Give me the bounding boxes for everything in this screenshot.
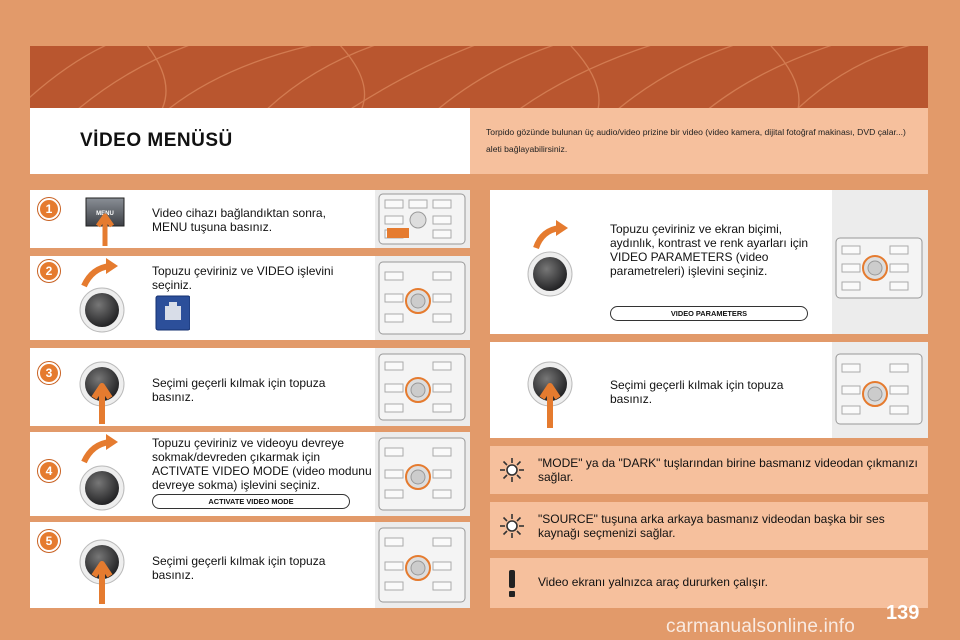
step-card-5 (30, 522, 470, 608)
step-number-4: 4 (38, 460, 60, 482)
sun-icon (498, 456, 526, 484)
radio-thumbnail-3 (375, 348, 470, 426)
right-step-2-text: Seçimi geçerli kılmak için topuza basınız. (610, 378, 784, 406)
note-3-text: Video ekranı yalnızca araç dururken çalışır. (538, 575, 768, 589)
step-4-text: Topuzu çeviriniz ve videoyu devreye sokmak/devreden çıkarmak için ACTIVATE VIDEO MODE (video modunu devreye sokma) işlevini seçiniz. (152, 436, 372, 492)
step-number-3: 3 (38, 362, 60, 384)
title-box (30, 108, 470, 174)
step-number-1: 1 (38, 198, 60, 220)
right-step-1-text: Topuzu çeviriniz ve ekran biçimi, aydınlık, kontrast ve renk ayarları için VIDEO PARAMETERS (video parametreleri) işlevini seçiniz. (610, 222, 809, 278)
page-number: 139 (886, 602, 920, 624)
step-number-5: 5 (38, 530, 60, 552)
warning-icon (498, 567, 526, 599)
note-2-text: "SOURCE" tuşuna arka arkaya basmanız videodan başka bir ses kaynağı seçmenizi sağlar. (538, 512, 885, 540)
right-step-card-1 (490, 190, 928, 334)
rotate-knob-icon (518, 190, 598, 334)
radio-thumbnail-1 (375, 190, 470, 248)
activate-video-mode-label: ACTIVATE VIDEO MODE (152, 494, 350, 509)
press-knob-icon (518, 342, 598, 438)
step-3-text: Seçimi geçerli kılmak için topuza basınız. (152, 376, 326, 404)
note-1-text: "MODE" ya da "DARK" tuşlarından birine basmanız videodan çıkmanızı sağlar. (538, 456, 918, 484)
press-knob-icon (70, 348, 140, 426)
right-step-card-2 (490, 342, 928, 438)
step-5-text: Seçimi geçerli kılmak için topuza basınız. (152, 554, 326, 582)
menu-key-icon (78, 190, 138, 248)
radio-thumbnail-6 (832, 190, 928, 334)
press-knob-icon (70, 522, 140, 608)
sun-icon (498, 512, 526, 540)
step-1-text: Video cihazı bağlandıktan sonra, MENU tuşuna basınız. (152, 206, 326, 234)
step-number-2: 2 (38, 260, 60, 282)
intro-text: Torpido gözünde bulunan üç audio/video prizine bir video (video kamera, dijital fotoğraf makinası, DVD çalar...) aleti bağlayabilirsiniz. (470, 108, 928, 174)
step-card-1 (30, 190, 470, 248)
header-decoration (30, 46, 928, 108)
note-source (490, 502, 928, 550)
rotate-knob-icon (70, 432, 140, 516)
step-card-4 (30, 432, 470, 516)
watermark: carmanualsonline.info (666, 616, 856, 637)
header-band (30, 46, 928, 108)
video-parameters-label: VIDEO PARAMETERS (610, 306, 808, 321)
radio-thumbnail-5 (375, 522, 470, 608)
page-title: VİDEO MENÜSÜ (80, 130, 233, 151)
step-card-2 (30, 256, 470, 340)
step-2-text: Topuzu çeviriniz ve VIDEO işlevini seçiniz. (152, 264, 334, 292)
note-mode-dark (490, 446, 928, 494)
radio-thumbnail-4 (375, 432, 470, 516)
radio-thumbnail-7 (832, 342, 928, 438)
menu-key-label: MENU (96, 211, 114, 217)
radio-thumbnail-2 (375, 256, 470, 340)
step-card-3 (30, 348, 470, 426)
note-warning (490, 558, 928, 608)
